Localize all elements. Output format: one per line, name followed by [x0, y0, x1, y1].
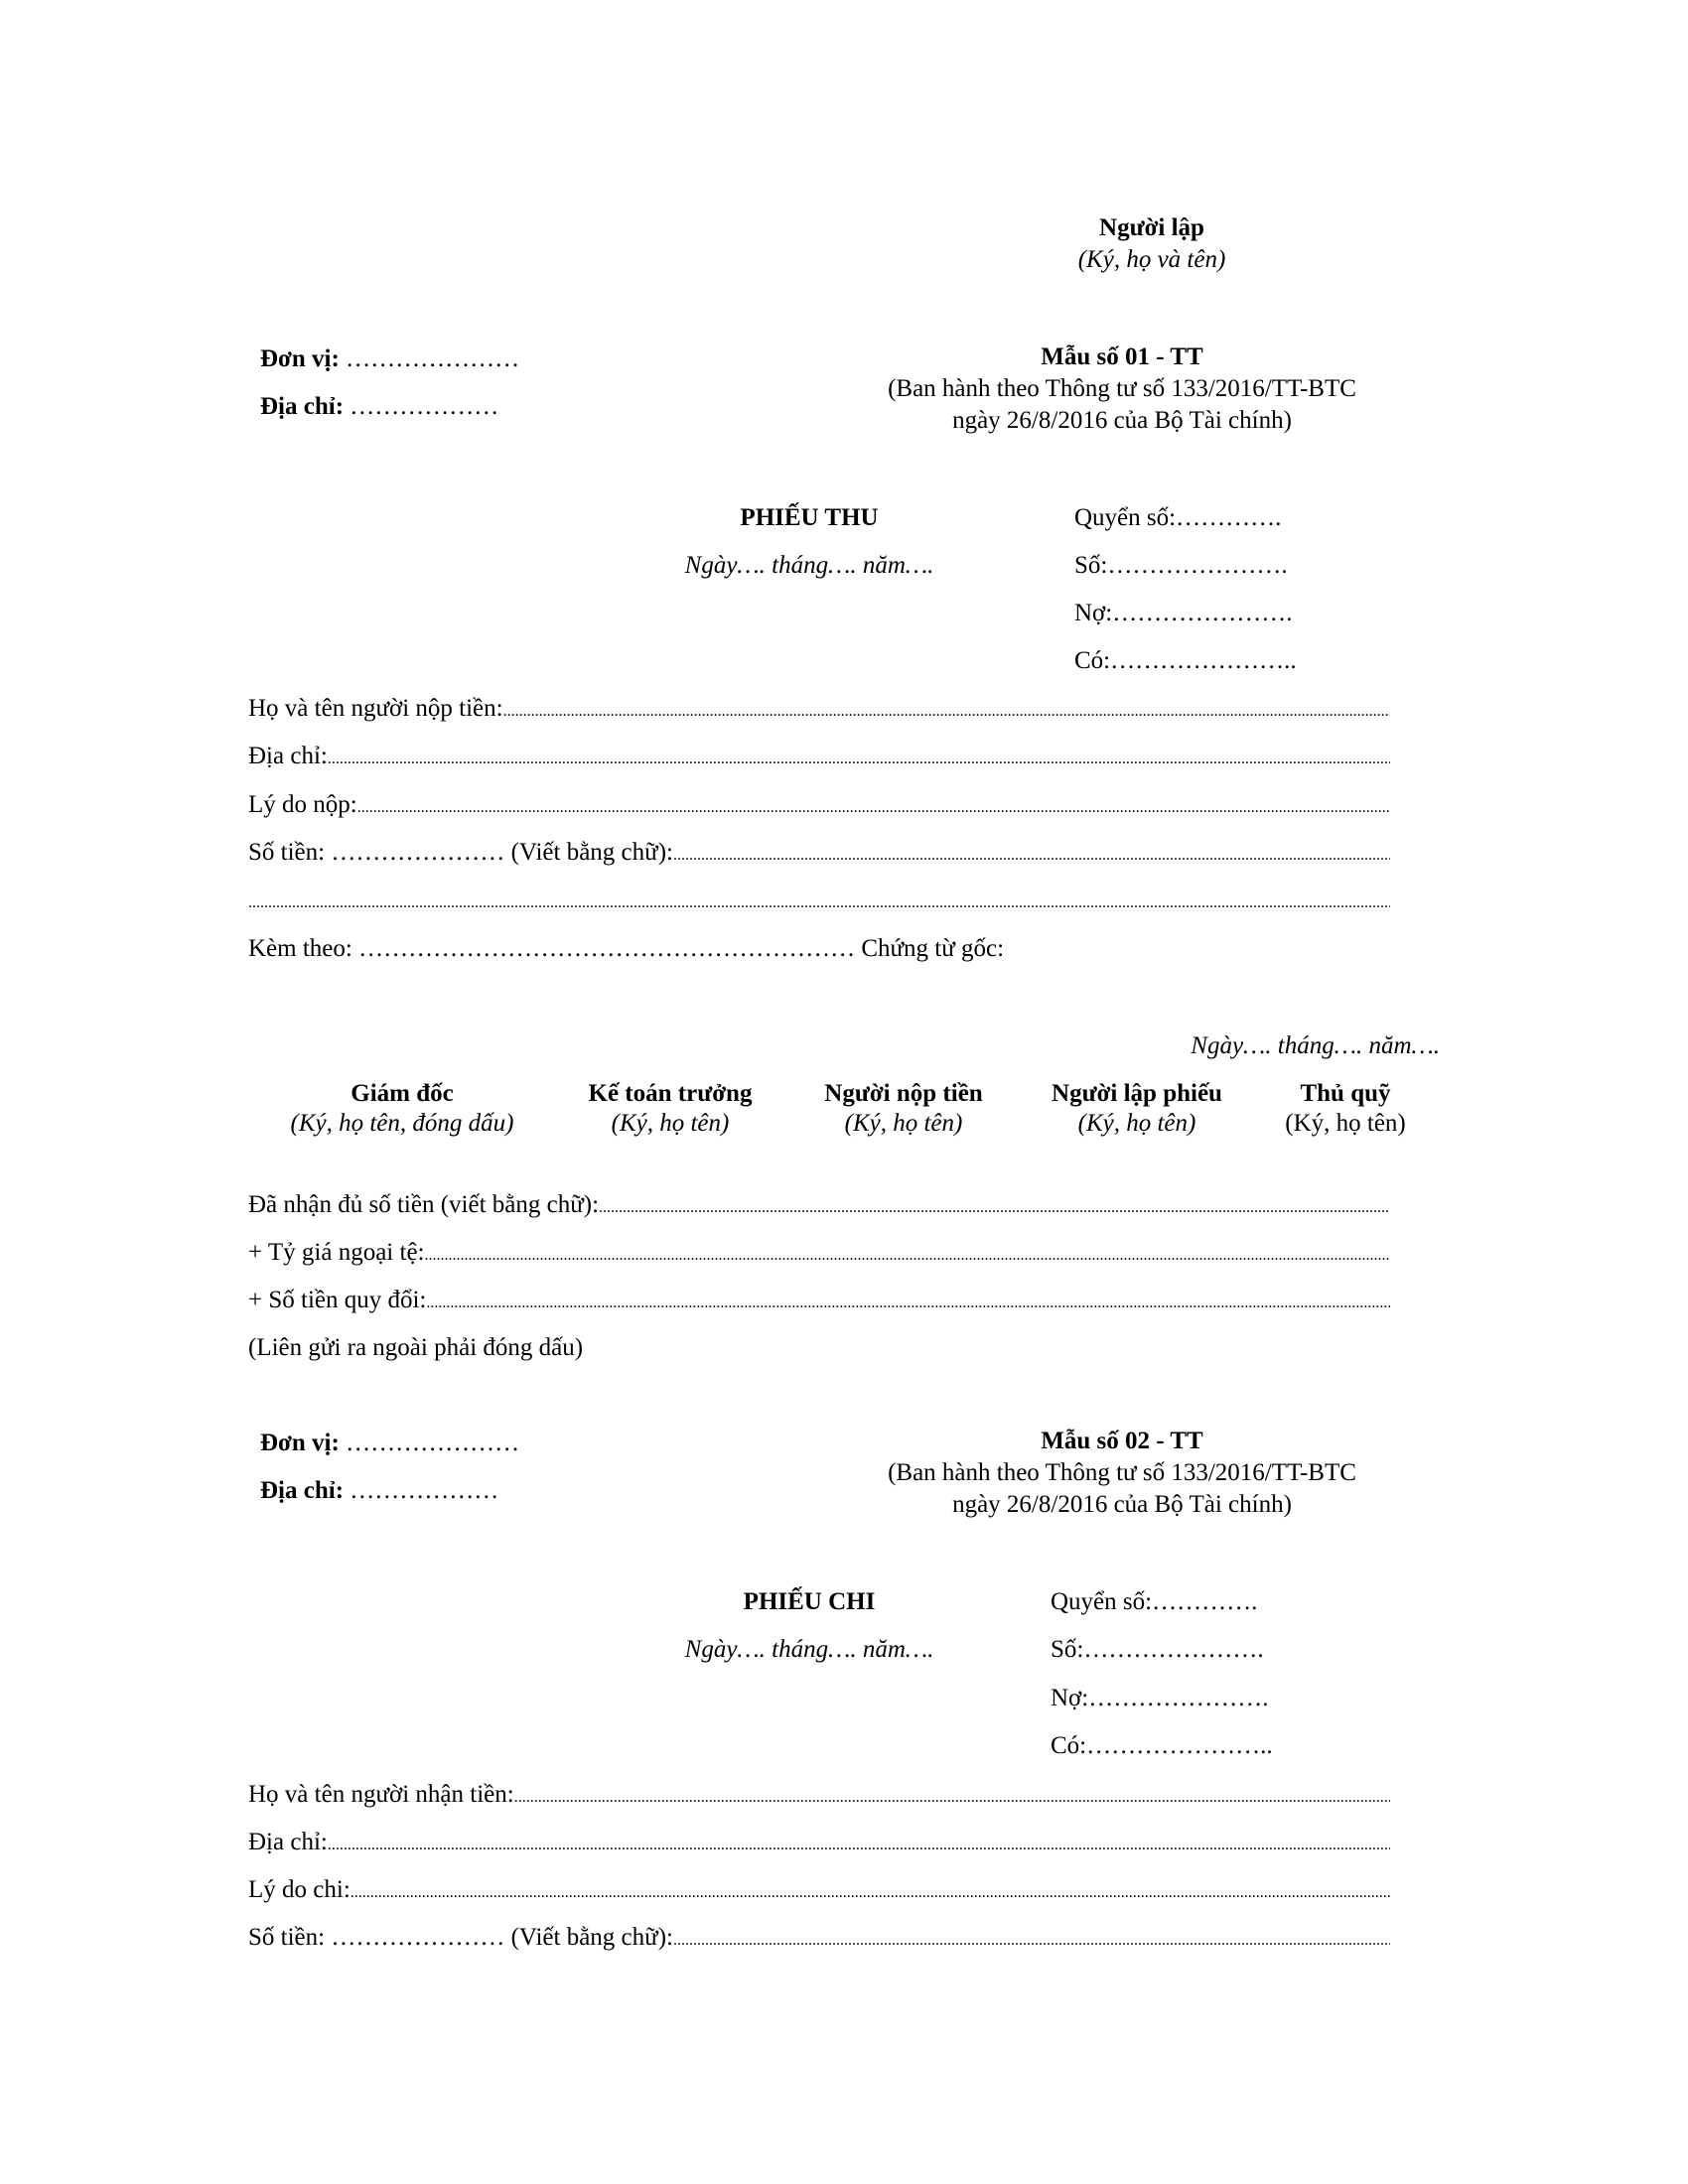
field-label: Lý do chi:	[248, 1876, 351, 1903]
payment-unit	[260, 1430, 519, 1457]
signature-subtitle: (Ký, họ tên)	[1077, 1110, 1196, 1137]
signature-subtitle: (Ký, họ tên)	[611, 1110, 730, 1137]
receipt-payer-name-field[interactable]	[248, 695, 1390, 723]
payment-credit[interactable]: Có:…………………..	[1051, 1732, 1273, 1759]
receipt-form-issued-2: ngày 26/8/2016 của Bộ Tài chính)	[952, 407, 1292, 434]
receipt-attachments-field[interactable]: Kèm theo: …………………………………………………… Chứng từ gốc:	[248, 935, 1005, 962]
payment-number[interactable]: Số:………………….	[1051, 1636, 1264, 1663]
signature-chief-accountant	[561, 1080, 779, 1138]
receipt-title: PHIẾU THU	[740, 504, 879, 531]
signature-preparer	[1028, 1080, 1246, 1138]
payment-unit-label: Đơn vị:	[260, 1430, 340, 1456]
field-label: Họ và tên người nộp tiền:	[248, 695, 503, 722]
signature-subtitle: (Ký, họ tên, đóng dấu)	[290, 1110, 514, 1137]
signature-payer	[794, 1080, 1013, 1138]
exchange-rate-field[interactable]	[248, 1239, 1390, 1267]
receipt-credit[interactable]: Có:…………………..	[1074, 647, 1297, 674]
payment-amount-field[interactable]	[248, 1924, 1390, 1952]
signature-title: Người lập phiếu	[1052, 1080, 1222, 1107]
received-amount-words-field[interactable]	[248, 1191, 1390, 1219]
converted-amount-field[interactable]	[248, 1287, 1390, 1314]
field-label: Địa chỉ:	[248, 743, 328, 769]
payment-form-issued-2: ngày 26/8/2016 của Bộ Tài chính)	[952, 1491, 1292, 1518]
signature-title: Kế toán trưởng	[588, 1080, 753, 1107]
field-label: + Số tiền quy đổi:	[248, 1287, 427, 1313]
payment-date[interactable]: Ngày…. tháng…. năm….	[684, 1636, 934, 1663]
payment-recipient-name-field[interactable]	[248, 1781, 1390, 1809]
receipt-amount-continued-field[interactable]	[248, 887, 1390, 914]
receipt-unit-value[interactable]: …………………	[346, 345, 520, 372]
signature-title: Thủ quỹ	[1300, 1080, 1391, 1107]
signature-cashier	[1256, 1080, 1435, 1138]
receipt-amount-field[interactable]	[248, 839, 1390, 867]
payment-unit-value[interactable]: …………………	[346, 1430, 520, 1456]
field-label: Họ và tên người nhận tiền:	[248, 1781, 514, 1808]
receipt-unit-label: Đơn vị:	[260, 345, 340, 372]
receipt-form-issued-1: (Ban hành theo Thông tư số 133/2016/TT-BTC	[888, 375, 1356, 402]
signature-subtitle: (Ký, họ tên)	[1285, 1110, 1406, 1137]
receipt-book-no[interactable]: Quyển số:………….	[1074, 504, 1282, 531]
top-signature-title: Người lập	[1099, 214, 1204, 241]
signature-director	[253, 1080, 551, 1138]
receipt-form-code: Mẫu số 01 - TT	[1041, 343, 1203, 370]
receipt-address	[260, 393, 498, 421]
payment-book-no[interactable]: Quyển số:………….	[1051, 1588, 1258, 1615]
payment-form-issued-1: (Ban hành theo Thông tư số 133/2016/TT-BTC	[888, 1459, 1356, 1486]
receipt-debit[interactable]: Nợ:………………….	[1074, 600, 1293, 626]
receipt-sign-date[interactable]: Ngày…. tháng…. năm….	[1191, 1032, 1440, 1059]
payment-address	[260, 1477, 498, 1505]
payment-debit[interactable]: Nợ:………………….	[1051, 1685, 1269, 1711]
receipt-unit	[260, 345, 519, 373]
field-label: Số tiền: ………………… (Viết bằng chữ):	[248, 839, 673, 866]
signature-title: Người nộp tiền	[824, 1080, 983, 1107]
field-label: Số tiền: ………………… (Viết bằng chữ):	[248, 1924, 673, 1951]
top-signature-subtitle: (Ký, họ và tên)	[1077, 246, 1226, 273]
signature-title: Giám đốc	[351, 1080, 454, 1107]
receipt-payer-address-field[interactable]	[248, 743, 1390, 770]
receipt-address-value[interactable]: ………………	[350, 393, 499, 420]
receipt-number[interactable]: Số:………………….	[1074, 552, 1288, 579]
field-label: Lý do nộp:	[248, 791, 357, 818]
stamp-note: (Liên gửi ra ngoài phải đóng dấu)	[248, 1334, 584, 1361]
payment-recipient-address-field[interactable]	[248, 1829, 1390, 1856]
field-label: + Tỷ giá ngoại tệ:	[248, 1239, 425, 1266]
payment-address-value[interactable]: ………………	[350, 1477, 499, 1504]
receipt-reason-field[interactable]	[248, 791, 1390, 819]
receipt-address-label: Địa chỉ:	[260, 393, 345, 420]
signature-subtitle: (Ký, họ tên)	[844, 1110, 963, 1137]
payment-reason-field[interactable]	[248, 1876, 1390, 1904]
receipt-date[interactable]: Ngày…. tháng…. năm….	[684, 552, 934, 579]
payment-address-label: Địa chỉ:	[260, 1477, 345, 1504]
payment-form-code: Mẫu số 02 - TT	[1041, 1428, 1203, 1454]
field-label: Đã nhận đủ số tiền (viết bằng chữ):	[248, 1191, 600, 1218]
field-label: Địa chỉ:	[248, 1829, 328, 1855]
payment-title: PHIẾU CHI	[743, 1588, 876, 1615]
